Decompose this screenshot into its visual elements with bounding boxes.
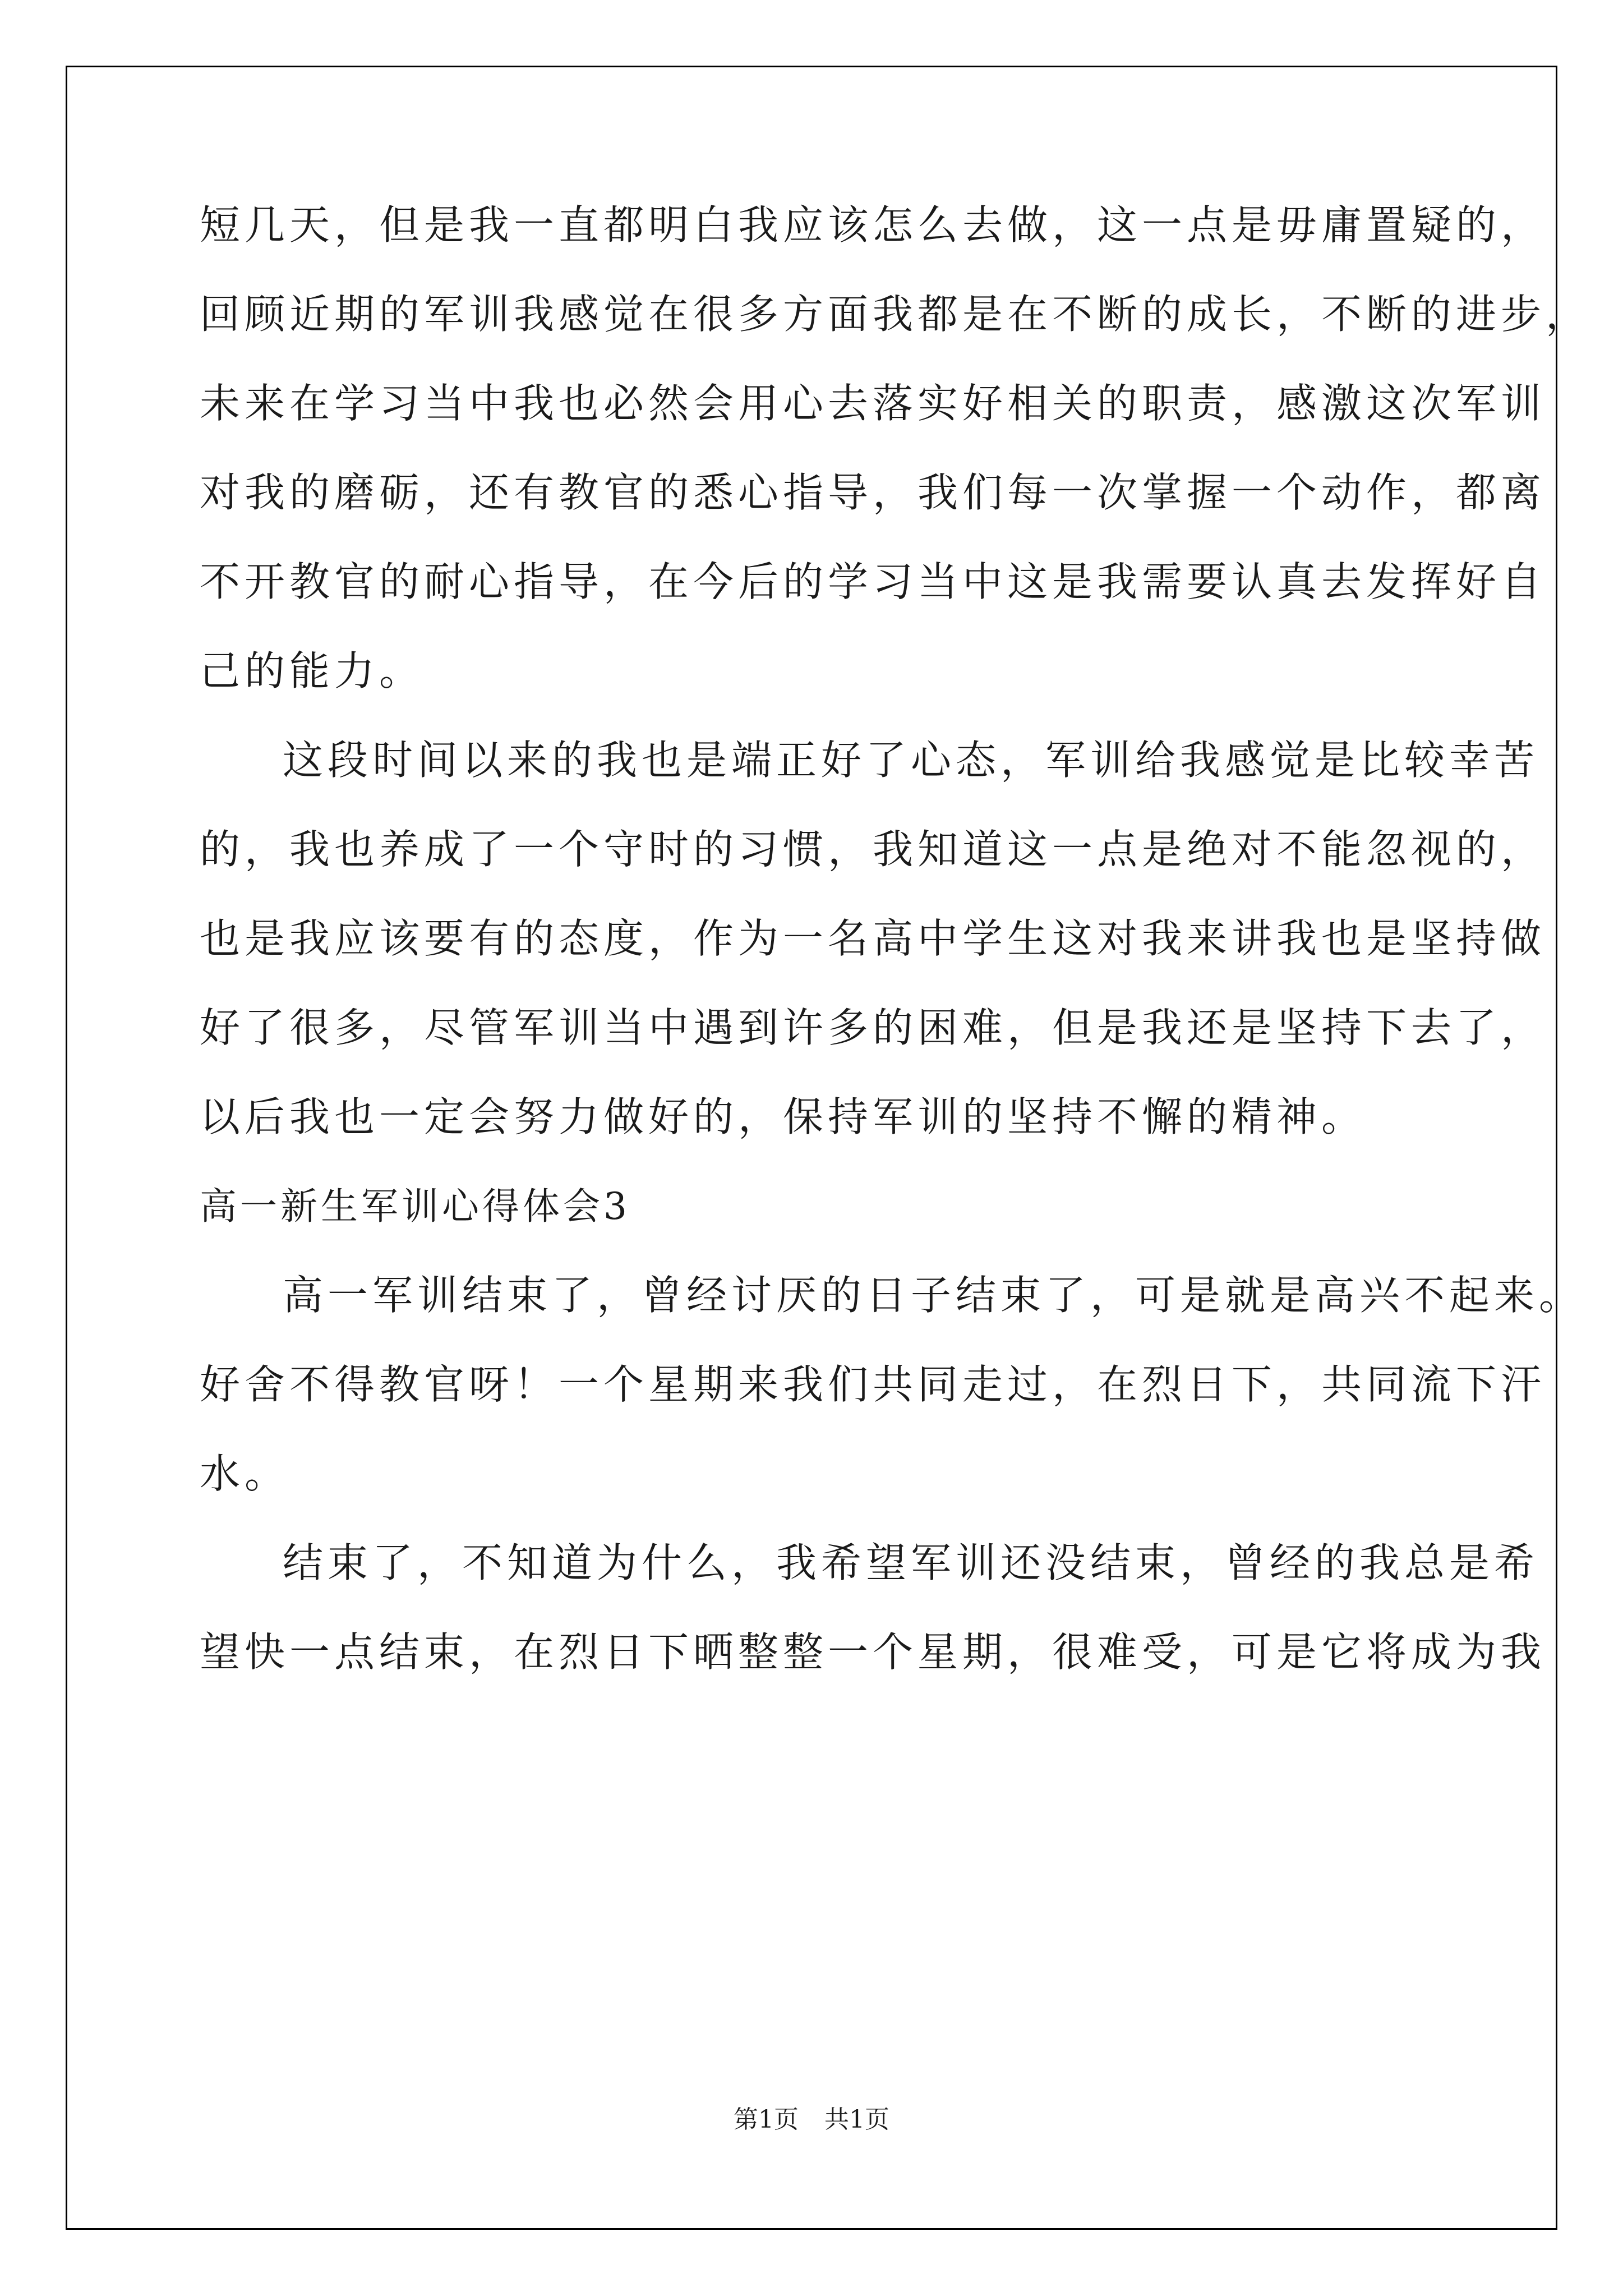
text-line: 对我的磨砺，还有教官的悉心指导，我们每一次掌握一个动作，都离 (200, 469, 1546, 516)
page-total: 共1页 (824, 2105, 889, 2134)
text-line: 水。 (200, 1450, 290, 1497)
text-line: 未来在学习当中我也必然会用心去落实好相关的职责，感激这次军训 (200, 380, 1546, 427)
text-line: 以后我也一定会努力做好的，保持军训的坚持不懈的精神。 (200, 1093, 1367, 1140)
paragraph-first-line: 高一军训结束了，曾经讨厌的日子结束了，可是就是高兴不起来。 (283, 1272, 1584, 1319)
text-line: 好了很多，尽管军训当中遇到许多的困难，但是我还是坚持下去了， (200, 1004, 1546, 1051)
paragraph-first-line: 结束了，不知道为什么，我希望军训还没结束，曾经的我总是希 (283, 1539, 1539, 1586)
document-body (200, 181, 1591, 1697)
page-footer (0, 2099, 1623, 2135)
text-line: 也是我应该要有的态度，作为一名高中学生这对我来讲我也是坚持做 (200, 915, 1546, 962)
text-line: 好舍不得教官呀！一个星期来我们共同走过，在烈日下，共同流下汗 (200, 1361, 1546, 1408)
text-line: 短几天，但是我一直都明白我应该怎么去做，这一点是毋庸置疑的， (200, 201, 1546, 249)
paragraph-first-line: 这段时间以来的我也是端正好了心态，军训给我感觉是比较幸苦 (283, 737, 1539, 784)
page-number: 第1页 (734, 2105, 799, 2134)
text-line: 回顾近期的军训我感觉在很多方面我都是在不断的成长，不断的进步， (200, 291, 1591, 338)
text-line: 不开教官的耐心指导，在今后的学习当中这是我需要认真去发挥好自 (200, 558, 1546, 605)
text-line: 己的能力。 (200, 647, 425, 694)
section-heading: 高一新生军训心得体会3 (200, 1185, 630, 1228)
text-line: 的，我也养成了一个守时的习惯，我知道这一点是绝对不能忽视的， (200, 826, 1546, 873)
text-line: 望快一点结束，在烈日下晒整整一个星期，很难受，可是它将成为我 (200, 1628, 1546, 1676)
